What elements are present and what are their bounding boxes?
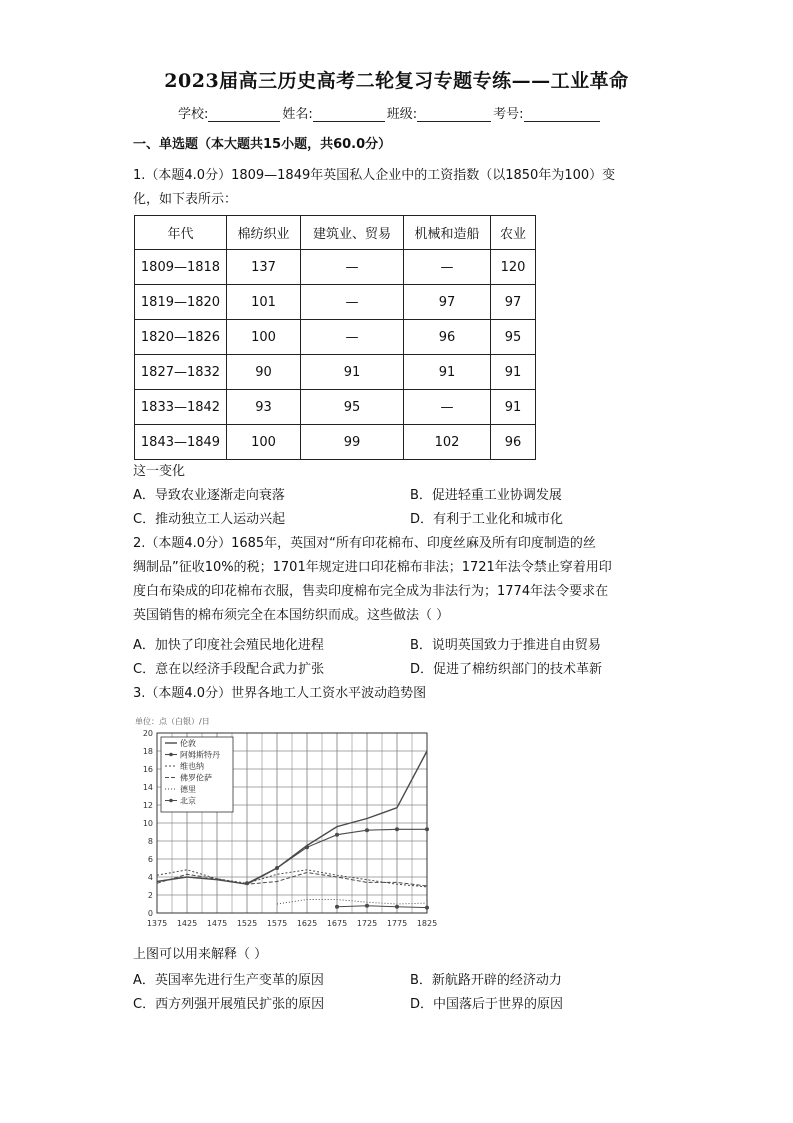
wage-index-table: [134, 215, 536, 460]
question-3-option-b[interactable]: B．新航路开辟的经济动力: [410, 973, 562, 988]
table-cell: —: [301, 285, 404, 320]
table-cell: 1809—1818: [135, 250, 227, 285]
question-1-option-d[interactable]: D．有利于工业化和城市化: [410, 512, 564, 527]
question-3-stem-end: 上图可以用来解释（ ）: [133, 947, 268, 962]
exam-number-label: 考号:: [493, 107, 524, 122]
class-field[interactable]: [417, 107, 491, 122]
name-field[interactable]: [313, 107, 385, 122]
table-cell: 91: [491, 390, 536, 425]
chart-x-tick-label: 1475: [206, 919, 228, 928]
chart-x-tick-label: 1375: [146, 919, 168, 928]
question-1-line: 1.（本题4.0分）1809—1849年英国私人企业中的工资指数（以1850年为100）变: [133, 168, 616, 183]
table-cell: 95: [491, 320, 536, 355]
chart-y-tick-label: 20: [142, 729, 153, 738]
table-cell: 90: [227, 355, 301, 390]
question-2-line: 2.（本题4.0分）1685年，英国对“所有印花棉布、印度丝麻及所有印度制造的丝: [133, 536, 596, 551]
chart-y-tick-label: 12: [142, 801, 153, 810]
table-row: [135, 320, 536, 355]
chart-legend-label: 德里: [180, 785, 196, 794]
chart-y-tick-label: 8: [147, 837, 153, 846]
chart-data-point: [425, 827, 429, 831]
student-info-line: [178, 103, 602, 122]
question-1-stem: [133, 164, 673, 212]
question-3-option-d[interactable]: D．中国落后于世界的原因: [410, 997, 564, 1012]
table-cell: 91: [491, 355, 536, 390]
page-title: 2023届高三历史高考二轮复习专题专练——工业革命: [164, 70, 629, 92]
table-row: [135, 390, 536, 425]
chart-x-tick-label: 1575: [266, 919, 288, 928]
school-field[interactable]: [208, 107, 280, 122]
chart-x-tick-label: 1675: [326, 919, 348, 928]
question-3-option-a[interactable]: A．英国率先进行生产变革的原因: [133, 973, 324, 988]
question-2-line: 度白布染成的印花棉布衣服，售卖印度棉布完全成为非法行为；1774年法令要求在: [133, 584, 609, 599]
question-2-option-b[interactable]: B．说明英国致力于推进自由贸易: [410, 638, 601, 653]
table-row: [135, 285, 536, 320]
question-1-option-c[interactable]: C．推动独立工人运动兴起: [133, 512, 286, 527]
chart-legend-label: 伦敦: [180, 739, 196, 748]
table-header-cell: 建筑业、贸易: [301, 216, 404, 250]
table-header-cell: 棉纺织业: [227, 216, 301, 250]
chart-x-tick-label: 1825: [416, 919, 438, 928]
chart-legend-label: 维也纳: [180, 762, 204, 771]
chart-x-tick-label: 1725: [356, 919, 378, 928]
table-cell: 100: [227, 320, 301, 355]
table-header-cell: 农业: [491, 216, 536, 250]
chart-data-point: [335, 905, 339, 909]
question-2-stem: [133, 532, 673, 628]
table-row: [135, 250, 536, 285]
table-cell: 97: [491, 285, 536, 320]
chart-data-point: [275, 866, 279, 870]
table-cell: 91: [301, 355, 404, 390]
chart-y-tick-label: 6: [147, 855, 153, 864]
chart-data-point: [365, 828, 369, 832]
chart-data-point: [395, 905, 399, 909]
table-cell: 1827—1832: [135, 355, 227, 390]
chart-y-tick-label: 10: [142, 819, 153, 828]
question-2-option-d[interactable]: D．促进了棉纺织部门的技术革新: [410, 662, 603, 677]
table-row: [135, 355, 536, 390]
table-cell: 97: [404, 285, 491, 320]
chart-y-tick-label: 18: [142, 747, 153, 756]
table-header-cell: 年代: [135, 216, 227, 250]
chart-legend-label: 北京: [180, 796, 196, 806]
chart-legend-label: 佛罗伦萨: [180, 773, 212, 783]
table-cell: 96: [491, 425, 536, 460]
chart-data-point: [335, 833, 339, 837]
chart-data-point: [395, 827, 399, 831]
chart-x-tick-label: 1625: [296, 919, 318, 928]
chart-x-tick-label: 1525: [236, 919, 258, 928]
question-3-stem: 3.（本题4.0分）世界各地工人工资水平波动趋势图: [133, 686, 427, 701]
table-cell: —: [301, 250, 404, 285]
chart-data-point: [305, 845, 309, 849]
table-cell: 101: [227, 285, 301, 320]
question-1-line: 化，如下表所示：: [133, 192, 238, 207]
table-cell: —: [301, 320, 404, 355]
section-heading: 一、单选题（本大题共15小题，共60.0分）: [133, 137, 392, 152]
chart-legend-label: 阿姆斯特丹: [180, 750, 220, 760]
table-cell: 1843—1849: [135, 425, 227, 460]
table-cell: 95: [301, 390, 404, 425]
table-cell: 1833—1842: [135, 390, 227, 425]
question-2-line: 绸制品”征收10%的税；1701年规定进口印花棉布非法；1721年法令禁止穿着用印: [133, 560, 612, 575]
wage-trend-chart-svg: [133, 713, 438, 933]
question-2-line: 英国销售的棉布须完全在本国纺织而成。这些做法（ ）: [133, 608, 450, 623]
question-1-option-a[interactable]: A．导致农业逐渐走向衰落: [133, 488, 285, 503]
chart-y-tick-label: 2: [147, 891, 153, 900]
table-cell: —: [404, 250, 491, 285]
chart-x-tick-label: 1775: [386, 919, 408, 928]
question-1-stem-end: 这一变化: [133, 464, 186, 479]
exam-number-field[interactable]: [524, 107, 600, 122]
table-header-cell: 机械和造船: [404, 216, 491, 250]
table-cell: 99: [301, 425, 404, 460]
question-3-option-c[interactable]: C．西方列强开展殖民扩张的原因: [133, 997, 325, 1012]
question-1-option-b[interactable]: B．促进轻重工业协调发展: [410, 488, 562, 503]
question-2-option-c[interactable]: C．意在以经济手段配合武力扩张: [133, 662, 325, 677]
question-2-option-a[interactable]: A．加快了印度社会殖民地化进程: [133, 638, 324, 653]
table-cell: 102: [404, 425, 491, 460]
school-label: 学校:: [178, 107, 209, 122]
wage-trend-chart: [133, 713, 438, 933]
chart-y-axis-label: 单位：点（白银）/日: [135, 717, 210, 726]
table-row: [135, 425, 536, 460]
chart-data-point: [425, 906, 429, 910]
chart-y-tick-label: 0: [147, 909, 153, 918]
table-cell: 91: [404, 355, 491, 390]
chart-y-tick-label: 16: [142, 765, 153, 774]
table-cell: 96: [404, 320, 491, 355]
class-label: 班级:: [386, 107, 418, 122]
chart-y-tick-label: 14: [142, 783, 153, 792]
chart-legend-marker: [169, 799, 173, 803]
name-label: 姓名:: [282, 107, 313, 122]
table-cell: 120: [491, 250, 536, 285]
table-cell: 93: [227, 390, 301, 425]
chart-x-tick-label: 1425: [176, 919, 198, 928]
chart-legend-marker: [169, 753, 173, 757]
chart-data-point: [365, 904, 369, 908]
table-cell: —: [404, 390, 491, 425]
table-header-row: [135, 216, 536, 250]
table-cell: 1820—1826: [135, 320, 227, 355]
chart-y-tick-label: 4: [147, 873, 153, 882]
table-cell: 1819—1820: [135, 285, 227, 320]
table-cell: 100: [227, 425, 301, 460]
table-cell: 137: [227, 250, 301, 285]
